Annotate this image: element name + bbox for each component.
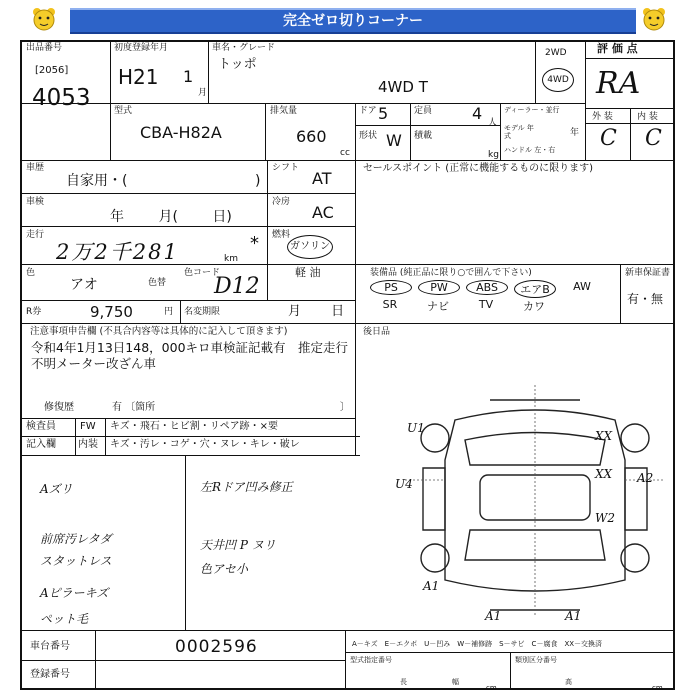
lot-prefix: [2056] xyxy=(35,65,69,76)
handwritten-note: スタットレス xyxy=(40,554,112,568)
page-title: 完全ゼロ切りコーナー xyxy=(70,8,636,34)
capacity-label: 定員 xyxy=(414,106,433,116)
drive-2wd-label: 2WD xyxy=(545,48,567,58)
selling-points-label: セールスポイント (正常に機能するものに限ります) xyxy=(363,163,594,174)
year-unit: 年 xyxy=(570,128,580,138)
damage-mark: U4 xyxy=(395,477,413,491)
fuel-diesel: 軽 油 xyxy=(295,266,321,279)
recycle-label: R券 xyxy=(26,307,42,317)
ac-value: AC xyxy=(312,203,334,222)
handwritten-note: ペット毛 xyxy=(40,612,89,626)
damage-legend: A－キズ E－エクボ U－凹み W－補修跡 S－サビ C－腐食 XX－交換済 xyxy=(352,640,603,648)
chassis-label: 車台番号 xyxy=(30,641,70,652)
capacity-unit: 人 xyxy=(488,118,498,128)
model-grade-label: 車名・グレード xyxy=(212,43,276,53)
dealer-label: ディーラー・並行 xyxy=(504,106,560,114)
model-name: トッポ xyxy=(218,57,257,72)
capacity-value: 4 xyxy=(472,104,483,123)
height-label: 高 xyxy=(565,678,572,686)
model-year-label: モデル 年式 xyxy=(504,124,534,140)
score-label: 評 価 点 xyxy=(597,42,638,55)
equipment-item: カワ xyxy=(523,300,545,313)
repair-label: 修復歴 xyxy=(44,402,74,413)
notes-label: 注意事項申告欄 (不具合内容等は具体的に記入して頂きます) xyxy=(30,326,288,337)
first-reg-year: H21 xyxy=(118,65,159,89)
inspection-label: 車検 xyxy=(26,197,45,207)
damage-mark: W2 xyxy=(595,511,615,525)
color-code-value: D12 xyxy=(214,274,260,299)
damage-mark: XX xyxy=(595,467,613,481)
fuel-label: 燃料 xyxy=(272,230,291,240)
history-label: 車歴 xyxy=(26,163,45,173)
equipment-item: TV xyxy=(478,298,494,311)
kg-unit: kg xyxy=(488,150,499,160)
color-code-label: 色コード xyxy=(184,268,221,278)
doors-value: 5 xyxy=(378,104,389,123)
equipment-item: PW xyxy=(418,280,460,295)
yen-unit: 円 xyxy=(164,307,174,317)
damage-mark: XX xyxy=(595,429,613,443)
km-unit: km xyxy=(224,254,238,264)
exterior-grade: C xyxy=(600,126,617,151)
color-change-label: 色替 xyxy=(148,278,167,288)
fw-items: キズ・飛石・ヒビ割・リペア跡・×要 xyxy=(110,421,278,432)
interior-row-label: 内装 xyxy=(78,439,98,450)
handwritten-note: Aピラーキズ xyxy=(40,586,109,600)
exterior-label: 外 装 xyxy=(592,112,613,122)
equipment-item: エアB xyxy=(514,280,556,298)
equipment-item: PS xyxy=(370,280,412,295)
name-change-value: 月 日 xyxy=(288,304,345,319)
grade: 4WD T xyxy=(378,78,428,96)
shape-value: W xyxy=(386,131,402,150)
mileage-star: * xyxy=(250,233,259,254)
form-type-label: 型式指定番号 xyxy=(350,656,392,664)
equipment-item: AW xyxy=(573,280,591,293)
cm-unit: cm xyxy=(486,684,497,692)
interior-grade: C xyxy=(645,126,662,151)
handle-label: ハンドル 左・右 xyxy=(504,146,556,154)
damage-mark: U1 xyxy=(407,421,425,435)
damage-mark: A1 xyxy=(423,579,440,593)
interior-label: 内 装 xyxy=(637,112,658,122)
color-value: アオ xyxy=(70,277,98,293)
lot-no-label: 出品番号 xyxy=(26,43,63,53)
cm-unit-2: cm xyxy=(652,684,663,692)
length-label: 長 xyxy=(400,678,407,686)
shift-value: AT xyxy=(312,169,332,188)
ac-label: 冷房 xyxy=(272,197,291,207)
notes-text: 令和4年1月13日148，000キロ車検証記載有 推定走行不明メーター改ざん車 xyxy=(31,340,349,371)
later-items-label: 後日品 xyxy=(363,327,391,337)
handwritten-note: Aズリ xyxy=(40,482,73,496)
new-warranty-value: 有・無 xyxy=(627,292,664,306)
name-change-label: 名変期限 xyxy=(184,307,221,317)
first-reg-month: 1 xyxy=(183,67,194,86)
drive-4wd-circled: 4WD xyxy=(542,68,574,92)
damage-mark: A1 xyxy=(485,609,502,623)
equipment-label: 装備品 (純正品に限り○で囲んで下さい) xyxy=(370,268,532,278)
interior-items: キズ・汚レ・コゲ・穴・ヌレ・キレ・破レ xyxy=(110,439,300,450)
car-diagram xyxy=(395,380,675,625)
fuel-gasoline-circled: ガソリン xyxy=(287,235,333,259)
class-label: 類別区分番号 xyxy=(515,656,557,664)
handwritten-note: 前席汚レタダ xyxy=(40,532,112,546)
registration-label: 登録番号 xyxy=(30,669,70,680)
handwritten-note: 色アセ小 xyxy=(200,562,248,576)
inspector-label-2: 記入欄 xyxy=(26,439,56,450)
color-label: 色 xyxy=(26,268,36,278)
first-reg-label: 初度登録年月 xyxy=(114,43,169,53)
month-unit: 月 xyxy=(198,88,208,98)
lot-number: 4053 xyxy=(32,85,91,111)
mileage-value: 2万2千281 xyxy=(56,240,179,264)
handwritten-note: 天井凹 P ヌリ xyxy=(200,538,276,552)
inspection-value: 年 月( 日) xyxy=(110,209,232,225)
displacement-label: 排気量 xyxy=(270,106,298,116)
doors-label: ドア xyxy=(359,106,377,116)
handwritten-note: 左Rドア凹み修正 xyxy=(200,480,293,494)
equipment-item: ナビ xyxy=(427,300,449,313)
new-warranty-label: 新車保証書 xyxy=(625,268,671,278)
type-label: 型式 xyxy=(114,106,133,116)
history-value: 自家用・( xyxy=(66,173,128,189)
width-label: 幅 xyxy=(452,678,459,686)
repair-value: 有 〔箇所 xyxy=(112,402,156,413)
recycle-fee: 9,750 xyxy=(90,303,133,321)
damage-mark: A2 xyxy=(637,471,654,485)
type-code: CBA-H82A xyxy=(140,123,222,142)
repair-close: 〕 xyxy=(340,402,350,413)
equipment-item: SR xyxy=(382,298,398,311)
chassis-number: 0002596 xyxy=(175,637,258,657)
score-value: RA xyxy=(596,66,641,101)
mascot-right-icon xyxy=(640,6,668,32)
history-close: ) xyxy=(255,173,261,189)
mileage-label: 走行 xyxy=(26,230,45,240)
fw-label: FW xyxy=(80,421,96,432)
cc-unit: cc xyxy=(340,148,350,158)
load-label: 積載 xyxy=(414,131,433,141)
equipment-item: ABS xyxy=(466,280,508,295)
inspector-label: 検査員 xyxy=(26,421,56,432)
shape-label: 形状 xyxy=(359,131,378,141)
mascot-left-icon xyxy=(30,6,58,32)
shift-label: シフト xyxy=(272,163,300,173)
displacement-value: 660 xyxy=(296,127,327,146)
damage-mark: A1 xyxy=(565,609,582,623)
